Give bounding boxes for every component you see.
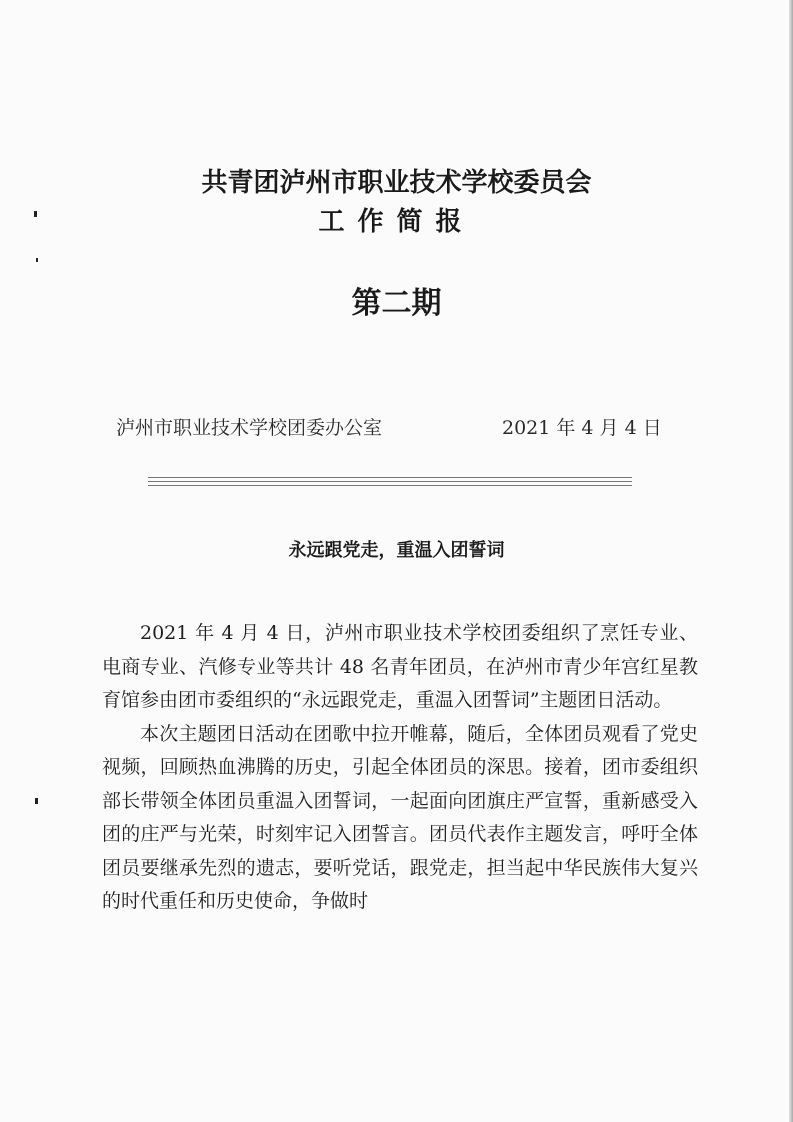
article-paragraph: 2021 年 4 月 4 日，泸州市职业技术学校团委组织了烹饪专业、电商专业、汽修专业等共计 48 名青年团员，在泸州市青少年宫红星教育馆参由团市委组织的“永远跟党走，重温入团誓词”主题团日活动。 — [102, 622, 698, 711]
article-paragraph: 本次主题团日活动在团歌中拉开帷幕，随后，全体团员观看了党史视频，回顾热血沸腾的历史，引起全体团员的深思。接着，团市委组织部长带领全体团员重温入团誓词，一起面向团旗庄严宣誓，重新感受入团的庄严与光荣，时刻牢记入团誓言。团员代表作主题发言，呼吁全体团员要继承先烈的遗志，要听党话，跟党走，担当起中华民族伟大复兴的时代重任和历史使命，争做时 — [102, 722, 698, 912]
separator-rule — [148, 485, 632, 486]
scan-mark — [36, 258, 38, 262]
issue-number: 第二期 — [351, 286, 442, 321]
document-title: 共青团泸州市职业技术学校委员会 — [201, 168, 592, 198]
document-subtitle: 工作简报 — [318, 207, 475, 237]
issue-date: 2021 年 4 月 4 日 — [502, 417, 662, 439]
issuing-office: 泸州市职业技术学校团委办公室 — [116, 417, 383, 439]
separator-rule — [148, 477, 632, 478]
article-body — [102, 617, 698, 919]
separator-rule — [148, 481, 632, 482]
scan-mark — [35, 798, 38, 804]
article-headline: 永远跟党走，重温入团誓词 — [288, 540, 505, 561]
